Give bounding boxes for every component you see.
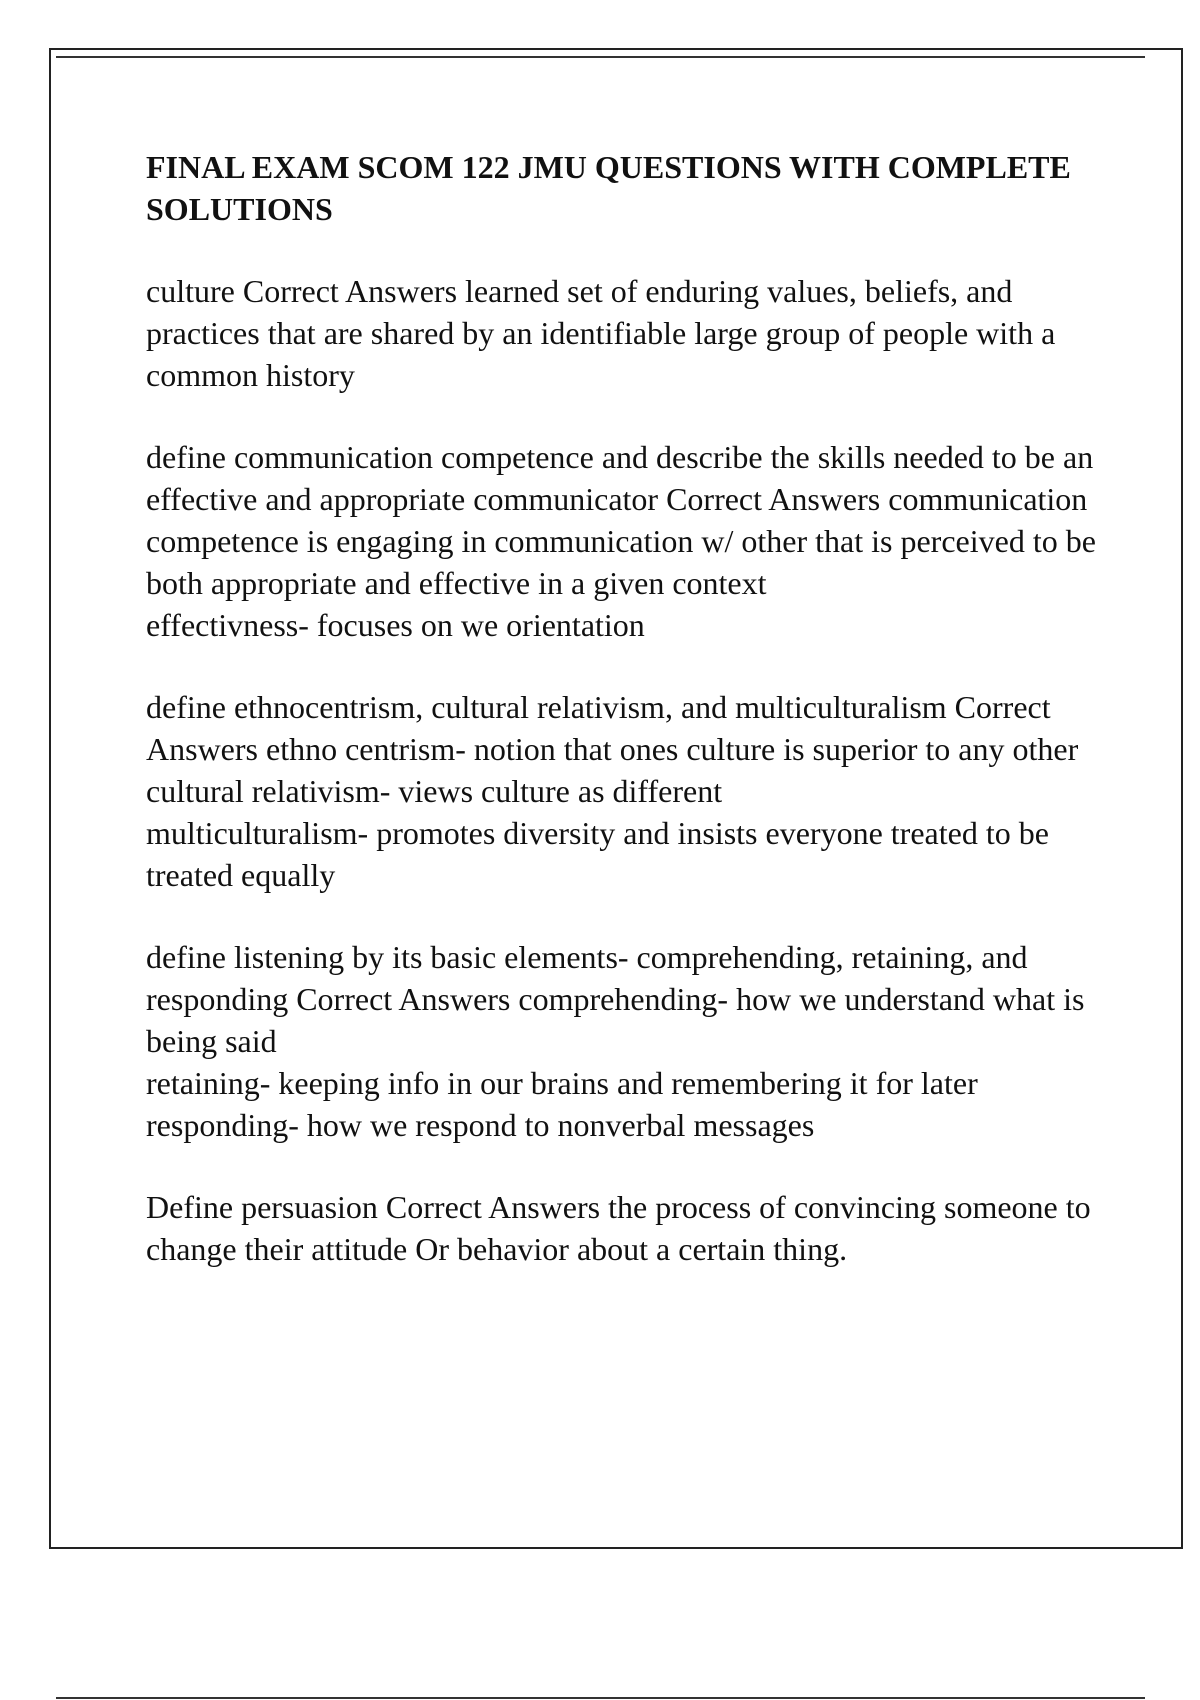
qa-entry-culture <box>146 270 1106 396</box>
qa-text: cultural relativism- views culture as different <box>146 773 723 809</box>
qa-text: retaining- keeping info in our brains and remembering it for later <box>146 1065 978 1101</box>
qa-text: define communication competence and describe the skills needed to be an effective and appropriate communicator Correct Answers communication competence is engaging in communication w/ other that is perceived to be both appropriate and effective in a given context <box>146 439 1096 601</box>
bottom-divider <box>56 1697 1145 1699</box>
qa-entry-communication-competence <box>146 436 1106 646</box>
qa-text: effectivness- focuses on we orientation <box>146 607 645 643</box>
qa-text: culture Correct Answers learned set of enduring values, beliefs, and practices that are shared by an identifiable large group of people with a common history <box>146 273 1056 393</box>
qa-text: define ethnocentrism, cultural relativism, and multiculturalism Correct Answers ethno centrism- notion that ones culture is superior to any other <box>146 689 1079 767</box>
top-divider <box>56 56 1145 58</box>
qa-entry-ethnocentrism <box>146 686 1106 896</box>
qa-text: define listening by its basic elements- comprehending, retaining, and responding Correct Answers comprehending- how we understand what is being said <box>146 939 1085 1059</box>
document-body <box>146 146 1106 1310</box>
qa-entry-listening <box>146 936 1106 1146</box>
document-title: FINAL EXAM SCOM 122 JMU QUESTIONS WITH COMPLETE SOLUTIONS <box>146 149 1071 227</box>
qa-text: Define persuasion Correct Answers the process of convincing someone to change their attitude Or behavior about a certain thing. <box>146 1189 1091 1267</box>
qa-entry-persuasion <box>146 1186 1106 1270</box>
qa-text: multiculturalism- promotes diversity and insists everyone treated to be treated equally <box>146 815 1049 893</box>
qa-text: responding- how we respond to nonverbal messages <box>146 1107 815 1143</box>
